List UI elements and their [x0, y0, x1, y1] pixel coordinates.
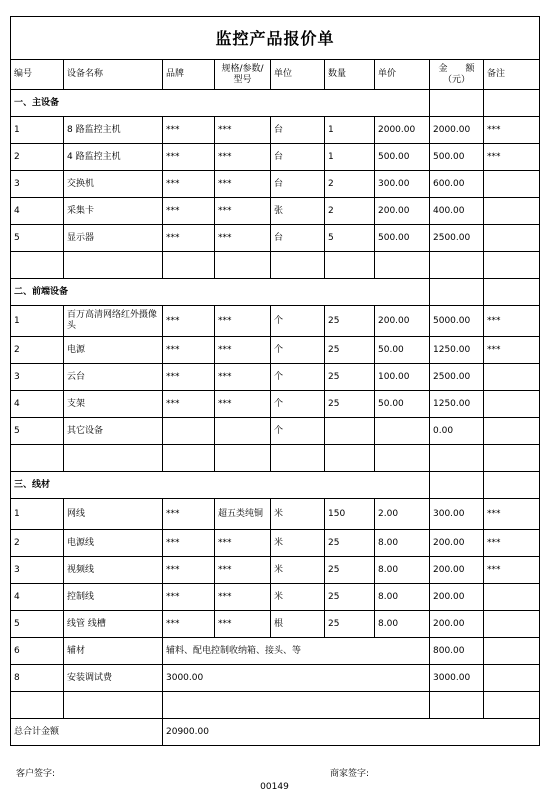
total-value: 20900.00: [163, 719, 540, 746]
item-brand: [163, 445, 215, 472]
section-title: 二、前端设备: [11, 279, 430, 306]
item-spec: ***: [215, 364, 271, 391]
item-price: 8.00: [375, 530, 430, 557]
item-no: 4: [11, 584, 64, 611]
table-row: [11, 364, 540, 391]
item-unit: 台: [271, 171, 325, 198]
item-qty: 25: [325, 391, 375, 418]
empty-cell: [484, 665, 540, 692]
item-brand: ***: [163, 198, 215, 225]
item-name: 视频线: [64, 557, 163, 584]
table-row: [11, 418, 540, 445]
item-price: 300.00: [375, 171, 430, 198]
item-name: 电源: [64, 337, 163, 364]
empty-cell: [430, 472, 484, 499]
column-header: 单价: [375, 60, 430, 90]
item-brand: ***: [163, 530, 215, 557]
item-note: ***: [484, 306, 540, 337]
total-row: [11, 719, 540, 746]
column-header: 规格/参数/型号: [215, 60, 271, 90]
item-no: 8: [11, 665, 64, 692]
item-brand: ***: [163, 391, 215, 418]
item-spec: ***: [215, 391, 271, 418]
item-qty: 2: [325, 198, 375, 225]
section-row: [11, 279, 540, 306]
item-unit: [271, 445, 325, 472]
column-header: 编号: [11, 60, 64, 90]
item-unit: 根: [271, 611, 325, 638]
empty-cell: [11, 692, 64, 719]
item-qty: 25: [325, 530, 375, 557]
item-note: ***: [484, 557, 540, 584]
item-name: 网线: [64, 499, 163, 530]
item-spec: ***: [215, 306, 271, 337]
item-note: ***: [484, 530, 540, 557]
item-no: [11, 252, 64, 279]
item-description: 3000.00: [163, 665, 430, 692]
item-brand: [163, 418, 215, 445]
item-name: [64, 445, 163, 472]
item-note: ***: [484, 337, 540, 364]
item-price: [375, 252, 430, 279]
table-row: [11, 611, 540, 638]
item-note: [484, 391, 540, 418]
blank-row: [11, 692, 540, 719]
item-name: 4 路监控主机: [64, 144, 163, 171]
item-name: 控制线: [64, 584, 163, 611]
item-amount: 300.00: [430, 499, 484, 530]
item-amount: 200.00: [430, 584, 484, 611]
item-price: 200.00: [375, 198, 430, 225]
item-amount: 2500.00: [430, 225, 484, 252]
item-price: 8.00: [375, 557, 430, 584]
table-row: [11, 306, 540, 337]
item-unit: 台: [271, 117, 325, 144]
empty-cell: [484, 472, 540, 499]
item-name: 8 路监控主机: [64, 117, 163, 144]
item-no: 5: [11, 418, 64, 445]
item-amount: 5000.00: [430, 306, 484, 337]
item-brand: ***: [163, 499, 215, 530]
item-amount: 400.00: [430, 198, 484, 225]
item-no: 2: [11, 144, 64, 171]
item-amount: 2000.00: [430, 117, 484, 144]
empty-cell: [64, 692, 163, 719]
empty-cell: [163, 692, 430, 719]
empty-cell: [484, 692, 540, 719]
item-brand: ***: [163, 584, 215, 611]
item-amount: [430, 445, 484, 472]
column-header: 金 额（元）: [430, 60, 484, 90]
item-price: 500.00: [375, 144, 430, 171]
item-spec: ***: [215, 611, 271, 638]
item-qty: 25: [325, 364, 375, 391]
item-note: [484, 445, 540, 472]
item-amount: 3000.00: [430, 665, 484, 692]
item-unit: 米: [271, 499, 325, 530]
item-brand: ***: [163, 557, 215, 584]
column-header: 设备名称: [64, 60, 163, 90]
item-brand: ***: [163, 364, 215, 391]
quotation-table: [10, 16, 540, 746]
item-name: [64, 252, 163, 279]
total-label: 总合计金额: [11, 719, 163, 746]
item-spec: ***: [215, 530, 271, 557]
item-unit: 个: [271, 306, 325, 337]
item-brand: ***: [163, 144, 215, 171]
item-spec: ***: [215, 225, 271, 252]
item-qty: 150: [325, 499, 375, 530]
item-spec: ***: [215, 117, 271, 144]
empty-cell: [430, 279, 484, 306]
item-spec: ***: [215, 337, 271, 364]
table-row: [11, 117, 540, 144]
table-row: [11, 198, 540, 225]
item-spec: [215, 252, 271, 279]
extra-row: [11, 665, 540, 692]
item-spec: ***: [215, 144, 271, 171]
table-row: [11, 445, 540, 472]
table-row: [11, 171, 540, 198]
column-header: 单位: [271, 60, 325, 90]
item-qty: 25: [325, 557, 375, 584]
item-no: [11, 445, 64, 472]
item-brand: ***: [163, 171, 215, 198]
table-row: [11, 252, 540, 279]
item-name: 支架: [64, 391, 163, 418]
item-no: 5: [11, 225, 64, 252]
empty-cell: [430, 90, 484, 117]
item-price: 500.00: [375, 225, 430, 252]
item-amount: 200.00: [430, 557, 484, 584]
item-no: 3: [11, 171, 64, 198]
item-unit: 个: [271, 418, 325, 445]
item-qty: 25: [325, 611, 375, 638]
item-brand: [163, 252, 215, 279]
item-no: 3: [11, 364, 64, 391]
item-amount: 2500.00: [430, 364, 484, 391]
item-price: 200.00: [375, 306, 430, 337]
item-unit: 台: [271, 144, 325, 171]
item-unit: 个: [271, 391, 325, 418]
item-amount: 800.00: [430, 638, 484, 665]
item-price: 2000.00: [375, 117, 430, 144]
item-qty: 25: [325, 337, 375, 364]
table-row: [11, 499, 540, 530]
item-note: [484, 418, 540, 445]
item-brand: ***: [163, 117, 215, 144]
empty-cell: [430, 692, 484, 719]
item-name: 百万高清网络红外摄像头: [64, 306, 163, 337]
item-spec: ***: [215, 557, 271, 584]
item-note: [484, 584, 540, 611]
item-amount: 1250.00: [430, 391, 484, 418]
item-price: 100.00: [375, 364, 430, 391]
item-unit: 米: [271, 557, 325, 584]
item-name: 辅材: [64, 638, 163, 665]
item-qty: [325, 445, 375, 472]
table-row: [11, 225, 540, 252]
item-unit: 台: [271, 225, 325, 252]
item-amount: 200.00: [430, 530, 484, 557]
column-header: 品牌: [163, 60, 215, 90]
item-note: [484, 611, 540, 638]
item-amount: [430, 252, 484, 279]
item-note: ***: [484, 144, 540, 171]
vendor-signature-label: 商家签字:: [330, 769, 370, 779]
title-row: [11, 17, 540, 60]
item-name: 电源线: [64, 530, 163, 557]
extra-row: [11, 638, 540, 665]
item-amount: 500.00: [430, 144, 484, 171]
item-price: 2.00: [375, 499, 430, 530]
item-amount: 0.00: [430, 418, 484, 445]
item-description: 辅料、配电控制收纳箱、接头、等: [163, 638, 430, 665]
page-title: 监控产品报价单: [11, 17, 540, 60]
item-note: ***: [484, 499, 540, 530]
item-price: 8.00: [375, 611, 430, 638]
item-name: 采集卡: [64, 198, 163, 225]
item-no: 2: [11, 530, 64, 557]
item-no: 1: [11, 117, 64, 144]
item-no: 2: [11, 337, 64, 364]
item-unit: 米: [271, 530, 325, 557]
item-note: [484, 364, 540, 391]
item-note: ***: [484, 117, 540, 144]
item-name: 云台: [64, 364, 163, 391]
item-unit: 个: [271, 337, 325, 364]
item-qty: 5: [325, 225, 375, 252]
item-spec: [215, 445, 271, 472]
item-qty: 25: [325, 306, 375, 337]
item-no: 3: [11, 557, 64, 584]
item-brand: ***: [163, 611, 215, 638]
item-qty: [325, 418, 375, 445]
item-note: [484, 252, 540, 279]
table-row: [11, 337, 540, 364]
item-brand: ***: [163, 225, 215, 252]
column-header: 备注: [484, 60, 540, 90]
item-no: 1: [11, 499, 64, 530]
item-spec: ***: [215, 584, 271, 611]
item-price: 50.00: [375, 337, 430, 364]
item-price: [375, 418, 430, 445]
table-row: [11, 391, 540, 418]
item-qty: [325, 252, 375, 279]
item-price: 8.00: [375, 584, 430, 611]
item-qty: 2: [325, 171, 375, 198]
empty-cell: [484, 90, 540, 117]
section-row: [11, 90, 540, 117]
column-header: 数量: [325, 60, 375, 90]
empty-cell: [484, 279, 540, 306]
item-note: [484, 225, 540, 252]
item-no: 5: [11, 611, 64, 638]
section-title: 一、主设备: [11, 90, 430, 117]
table-row: [11, 530, 540, 557]
section-title: 三、线材: [11, 472, 430, 499]
item-qty: 1: [325, 144, 375, 171]
item-unit: 张: [271, 198, 325, 225]
item-name: 交换机: [64, 171, 163, 198]
item-qty: 25: [325, 584, 375, 611]
item-name: 安装调试费: [64, 665, 163, 692]
table-row: [11, 557, 540, 584]
item-spec: 超五类纯铜: [215, 499, 271, 530]
item-spec: [215, 418, 271, 445]
item-spec: ***: [215, 171, 271, 198]
item-note: [484, 198, 540, 225]
page-number: 00149: [260, 782, 289, 792]
item-brand: ***: [163, 306, 215, 337]
section-row: [11, 472, 540, 499]
item-note: [484, 171, 540, 198]
item-no: 1: [11, 306, 64, 337]
item-amount: 200.00: [430, 611, 484, 638]
item-name: 其它设备: [64, 418, 163, 445]
item-no: 4: [11, 198, 64, 225]
item-spec: ***: [215, 198, 271, 225]
item-name: 线管 线槽: [64, 611, 163, 638]
quotation-sheet: [10, 16, 539, 746]
item-brand: ***: [163, 337, 215, 364]
item-no: 4: [11, 391, 64, 418]
empty-cell: [484, 638, 540, 665]
customer-signature-label: 客户签字:: [16, 769, 56, 779]
table-row: [11, 144, 540, 171]
item-no: 6: [11, 638, 64, 665]
item-unit: [271, 252, 325, 279]
item-amount: 1250.00: [430, 337, 484, 364]
table-row: [11, 584, 540, 611]
header-row: [11, 60, 540, 90]
item-price: 50.00: [375, 391, 430, 418]
item-amount: 600.00: [430, 171, 484, 198]
item-price: [375, 445, 430, 472]
item-unit: 米: [271, 584, 325, 611]
item-qty: 1: [325, 117, 375, 144]
item-name: 显示器: [64, 225, 163, 252]
item-unit: 个: [271, 364, 325, 391]
